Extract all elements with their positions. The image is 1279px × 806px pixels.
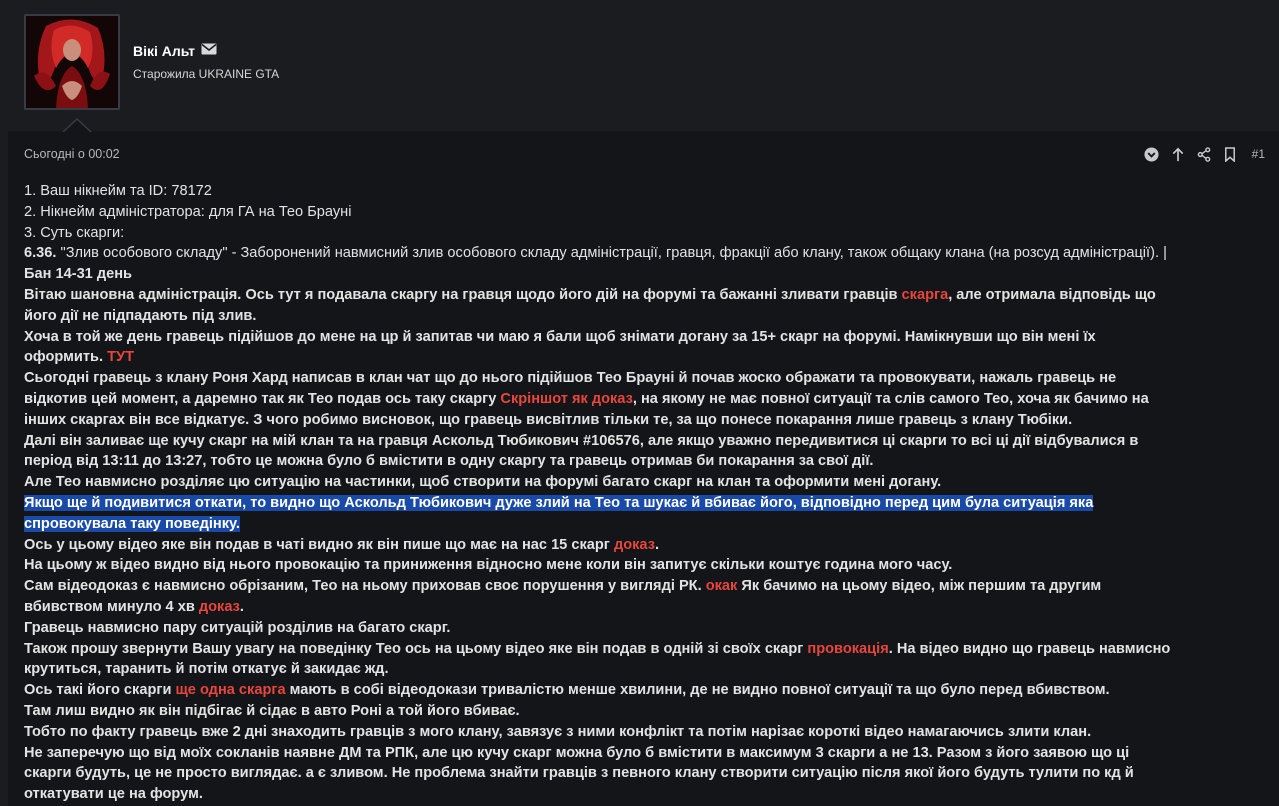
bookmark-icon[interactable] xyxy=(1222,146,1238,162)
highlighted-line: Якщо ще й подивитися откати, то видно що Аскольд Тюбикович дуже злий на Тео та шукає й вбиває його, відповідно перед цим була ситуація яка xyxy=(24,494,1094,511)
arrow-up-icon[interactable] xyxy=(1170,146,1186,162)
text-line: 1. Ваш нікнейм та ID: 78172 xyxy=(24,183,212,199)
user-header xyxy=(0,0,1279,122)
ban-line: Бан 14-31 день xyxy=(24,266,133,283)
circle-chevron-icon[interactable] xyxy=(1144,146,1160,162)
here-link[interactable]: ТУТ xyxy=(107,349,135,366)
text-line: Ось у цьому відео яке він подав в чаті видно як він пише що має на нас 15 скарг доказ. xyxy=(24,536,660,553)
another-complaint-link[interactable]: ще одна скарга xyxy=(175,682,286,699)
text-line: період від 13:11 до 13:27, тобто це можна було б вмістити в одну скаргу та гравець отримав би покарання за свої дії. xyxy=(24,453,874,470)
avatar-image xyxy=(26,16,118,108)
text-line: відкотив цей момент, а даремно так як Тео подав ось таку скаргу Скріншот як доказ, на якому не має повної ситуації та слів самого Тео, хоча як бачимо на xyxy=(24,390,1149,407)
text-line: Вітаю шановна адміністрація. Ось тут я подавала скаргу на гравця щодо його дій на форумі та бажанні зливати гравців скарга, але отримала відповідь що xyxy=(24,286,1156,303)
text-line: Там лиш видно як він підбігає й сідає в авто Роні а той його вбиває. xyxy=(24,702,520,719)
rule-line xyxy=(24,243,1269,264)
screenshot-link[interactable]: Скріншот як доказ xyxy=(500,390,633,407)
post-date[interactable]: Сьогодні о 00:02 xyxy=(24,147,120,161)
text-line: 2. Нікнейм адміністратора: для ГА на Тео Брауні xyxy=(24,203,352,220)
text-line: Не заперечую що від моїх сокланів наявне ДМ та РПК, але цю кучу скарг можна було б вмістити в максимум 3 скарги а не 13. Разом з його заявою що ці xyxy=(24,744,1130,761)
envelope-icon[interactable] xyxy=(201,42,217,60)
text-line: откатувати це на форум. xyxy=(24,786,203,803)
avatar[interactable] xyxy=(24,14,120,110)
text-line: Тобто по факту гравець вже 2 дні знаходить гравців з мого клану, завязує з ними конфлікт та потім нарізає короткі відео намагаючись злити клан. xyxy=(24,723,1092,740)
text-line: 3. Суть скарги: xyxy=(24,224,125,241)
okak-link[interactable]: окак xyxy=(705,578,738,595)
post-number[interactable]: #1 xyxy=(1251,147,1265,161)
user-title: Старожила UKRAINE GTA xyxy=(133,67,280,81)
text-line: оформить. ТУТ xyxy=(24,349,135,366)
text-line: Але Тео навмисно розділяє цю ситуацію на частинки, щоб створити на форумі багато скарг на клан та оформити мені догану. xyxy=(24,474,942,491)
proof-link[interactable]: доказ xyxy=(613,536,655,553)
share-icon[interactable] xyxy=(1196,146,1212,162)
post-body xyxy=(24,181,1269,805)
complaint-text xyxy=(24,285,1269,805)
text-line: інших скаргах він все відкатує. З чого робимо висновок, що гравець висвітлив тільки те, за що понесе покарання лише гравець з клану Тюбіки. xyxy=(24,411,1073,428)
username-row xyxy=(133,42,217,60)
text-line: його дії не підпадають під злив. xyxy=(24,307,257,324)
text-line: Сам відеодоказ є навмисно обрізаним, Тео на ньому приховав своє порушення у вигляді РК. окак Як бачимо на цьому відео, між першим та другим xyxy=(24,578,1102,595)
rule-text: "Злив особового складу" - Заборонений навмисний злив особового складу адміністрації, гравця, фракції або клану, також общаку клана (на розсуд адміністрації). | xyxy=(56,245,1167,262)
post-pointer-inner xyxy=(63,120,91,133)
highlighted-line: спровокувала таку поведінку. xyxy=(24,515,240,532)
text-line: Ось такі його скарги ще одна скарга мають в собі відеодокази тривалістю менше хвилини, де не видно повної ситуації та що було перед вбивством. xyxy=(24,682,1110,699)
text-line: скарги будуть, це не просто виглядає. а є зливом. Не проблема знайти гравців з певного клану створити ситуацію після якої його будуть тулити по кд й xyxy=(24,765,1134,782)
provocation-link[interactable]: провокація xyxy=(807,640,889,657)
text-line: крутиться, таранить й потім откатує й закидає жд. xyxy=(24,661,389,678)
text-line: Хоча в той же день гравець підійшов до мене на цр й запитав чи маю я бали щоб знімати догану за 15+ скарг на форумі. Намікнувши що він мені їх xyxy=(24,328,1096,345)
post-actions xyxy=(1144,146,1265,162)
text-line: Також прошу звернути Вашу увагу на поведінку Тео ось на цьому відео яке він подав в одній зі своїх скарг провокація. На відео видно що гравець навмисно xyxy=(24,640,1171,657)
text-line: Гравець навмисно пару ситуацій розділив на багато скарг. xyxy=(24,619,451,636)
text-line: Сьогодні гравець з клану Роня Хард написав в клан чат що до нього підійшов Тео Брауні й почав жоско ображати та провокувати, нажаль гравець не xyxy=(24,370,1117,387)
proof-link-2[interactable]: доказ xyxy=(198,598,240,615)
username[interactable]: Вікі Альт xyxy=(133,43,196,59)
complaint-link[interactable]: скарга xyxy=(901,286,949,303)
text-line: Далі він заливає ще кучу скарг на мій клан та на гравця Аскольд Тюбикович #106576, але якщо уважно передивитися ці скарги то всі ці дії відбувалися в xyxy=(24,432,1139,449)
text-line: вбивством минуло 4 хв доказ. xyxy=(24,598,244,615)
rule-number: 6.36. xyxy=(24,245,57,262)
text-line: На цьому ж відео видно від нього провокацію та приниження відносно мене коли він запитує скільки коштує година мого часу. xyxy=(24,557,953,574)
